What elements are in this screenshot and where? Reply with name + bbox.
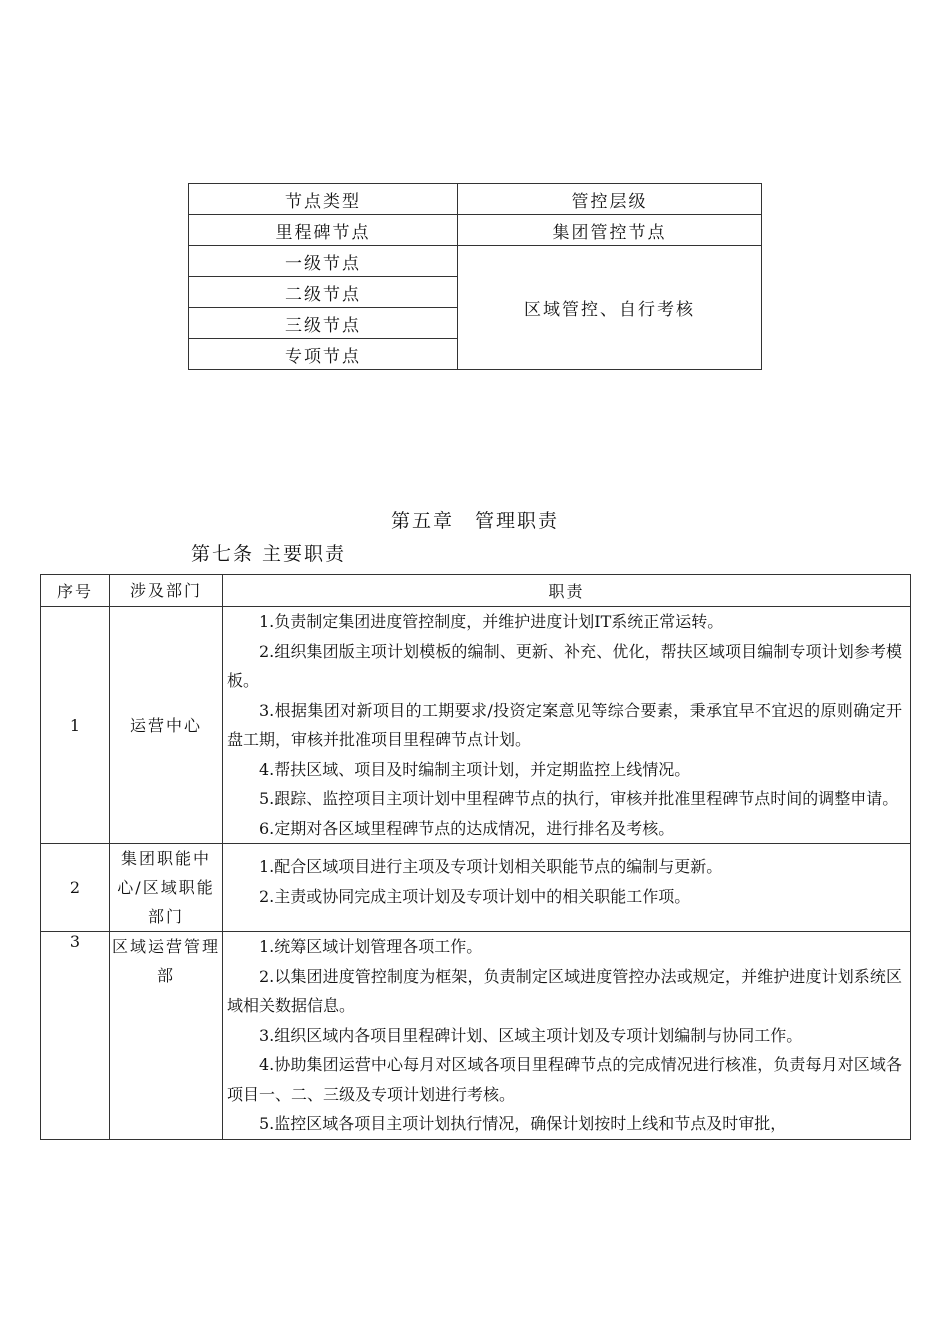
header-no: 序号 (41, 575, 110, 607)
table-row (41, 932, 911, 1140)
node-type-cell: 专项节点 (189, 339, 458, 370)
duty-item: 1.统筹区域计划管理各项工作。 (259, 937, 483, 956)
header-control-level: 管控层级 (458, 184, 762, 215)
header-duty: 职责 (223, 575, 911, 607)
header-dept: 涉及部门 (110, 575, 223, 607)
duty-item: 1.配合区域项目进行主项及专项计划相关职能节点的编制与更新。 (259, 857, 723, 876)
duty-item: 6.定期对各区域里程碑节点的达成情况，进行排名及考核。 (259, 818, 675, 838)
row-number: 1 (41, 607, 110, 844)
table-header-row (41, 575, 911, 607)
row-duties (223, 932, 911, 1140)
row-number: 3 (41, 932, 110, 1140)
duty-item: 5.跟踪、监控项目主项计划中里程碑节点的执行，审核并批准里程碑节点时间的调整申请。 (259, 789, 899, 808)
article-title: 第七条 主要职责 (191, 543, 347, 565)
duty-item: 5.监控区域各项目主项计划执行情况，确保计划按时上线和节点及时审批， (259, 1114, 787, 1133)
duty-item: 3.组织区域内各项目里程碑计划、区域主项计划及专项计划编制与协同工作。 (259, 1025, 803, 1045)
duty-item: 3.根据集团对新项目的工期要求/投资定案意见等综合要素，秉承宜早不宜迟的原则确定开盘工期，审核并批准项目里程碑节点计划。 (227, 700, 902, 749)
table-row (41, 844, 911, 932)
node-type-cell: 里程碑节点 (189, 215, 458, 246)
row-number: 2 (41, 844, 110, 932)
node-type-cell: 二级节点 (189, 277, 458, 308)
row-department: 区域运营管理部 (110, 932, 223, 1140)
table-row (41, 607, 911, 844)
duty-item: 4.协助集团运营中心每月对区域各项目里程碑节点的完成情况进行核准，负责每月对区域各项目一、二、三级及专项计划进行考核。 (227, 1055, 902, 1104)
node-type-cell: 一级节点 (189, 246, 458, 277)
header-node-type: 节点类型 (189, 184, 458, 215)
row-department: 运营中心 (110, 607, 223, 844)
duty-item: 4.帮扶区域、项目及时编制主项计划，并定期监控上线情况。 (259, 759, 691, 779)
duty-item: 2.主责或协同完成主项计划及专项计划中的相关职能工作项。 (259, 886, 691, 906)
node-type-cell: 三级节点 (189, 308, 458, 339)
table-row (189, 246, 762, 277)
table-header-row (189, 184, 762, 215)
merged-control-level-cell: 区域管控、自行考核 (458, 246, 762, 370)
duty-item: 2.组织集团版主项计划模板的编制、更新、补充、优化，帮扶区域项目编制专项计划参考模板。 (227, 641, 902, 690)
duty-item: 1.负责制定集团进度管控制度，并维护进度计划IT系统正常运转。 (259, 612, 724, 631)
row-department: 集团职能中心/区域职能部门 (110, 844, 223, 932)
duty-item: 2.以集团进度管控制度为框架，负责制定区域进度管控办法或规定，并维护进度计划系统区域相关数据信息。 (227, 966, 902, 1015)
row-duties (223, 607, 911, 844)
control-level-cell: 集团管控节点 (458, 215, 762, 246)
duty-table (40, 574, 911, 1140)
row-duties (223, 844, 911, 932)
table-row (189, 215, 762, 246)
node-type-table (188, 183, 762, 370)
chapter-title: 第五章 管理职责 (390, 510, 559, 532)
